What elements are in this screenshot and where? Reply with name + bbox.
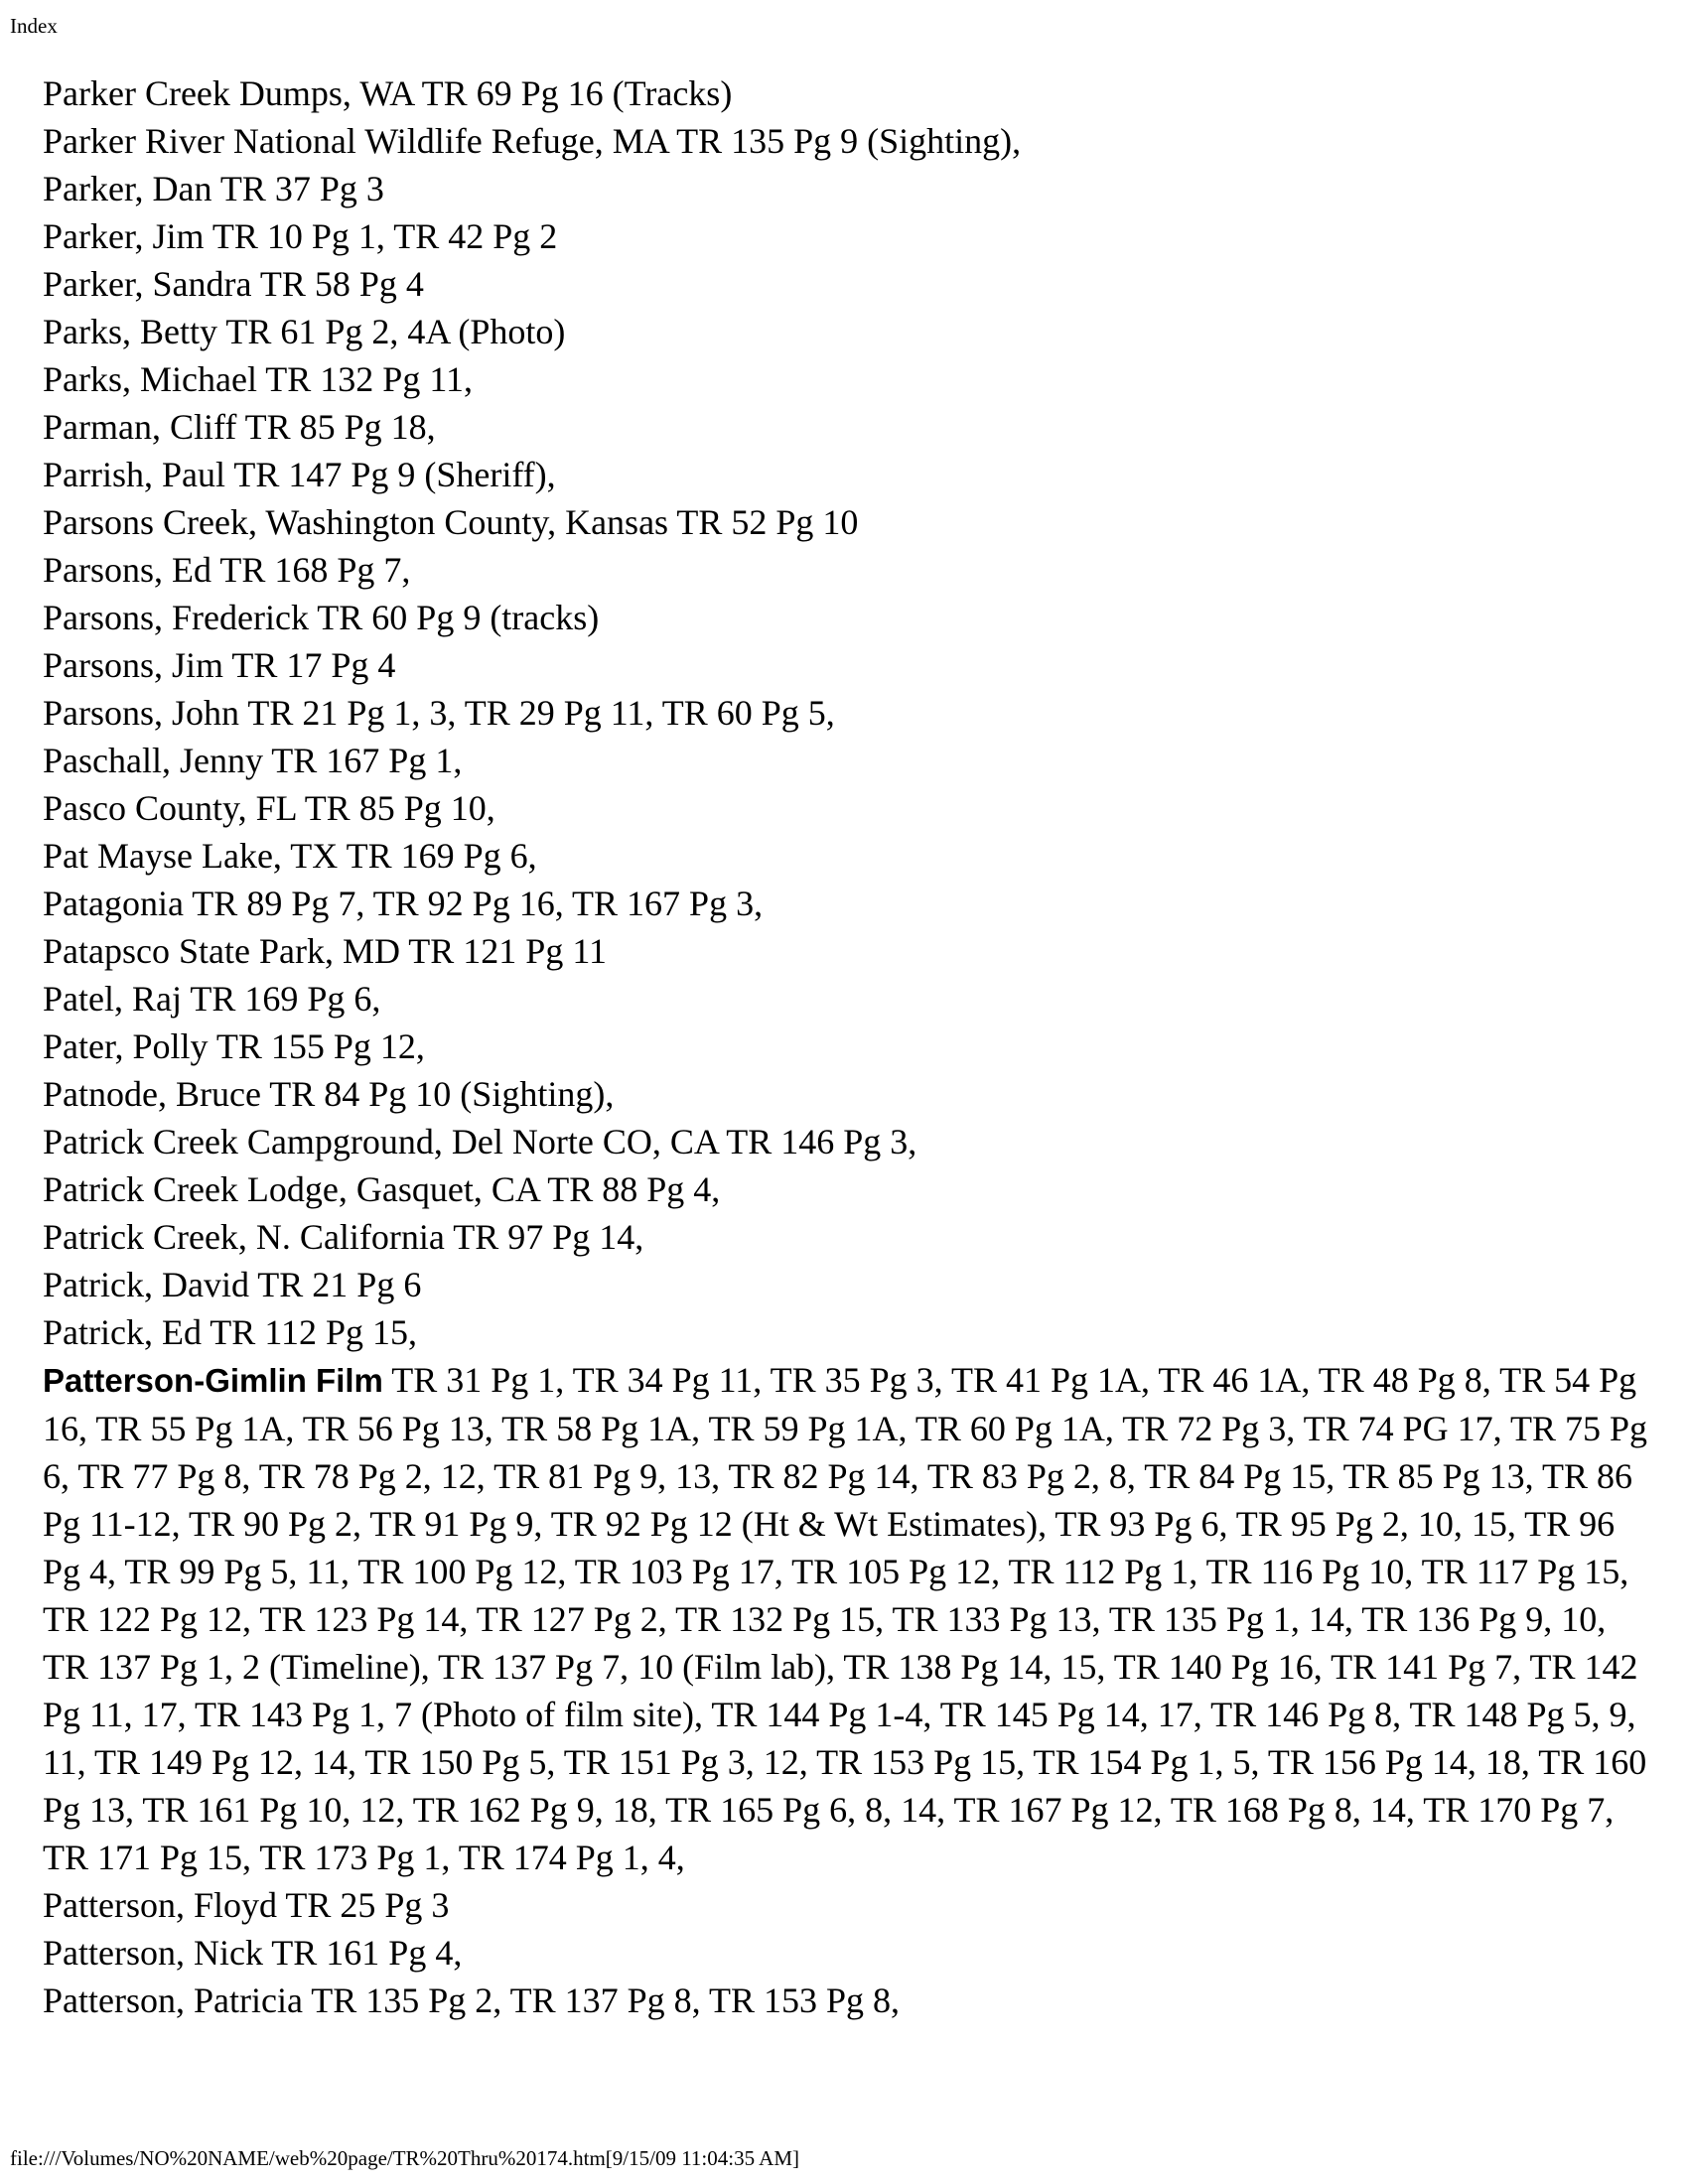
index-entry: Parker River National Wildlife Refuge, MA TR 135 Pg 9 (Sighting), <box>43 121 1022 161</box>
index-entry: Patrick, David TR 21 Pg 6 <box>43 1265 422 1304</box>
index-entry: Parsons Creek, Washington County, Kansas TR 52 Pg 10 <box>43 502 859 542</box>
index-entry: Parsons, Ed TR 168 Pg 7, <box>43 550 411 590</box>
index-entry: Patapsco State Park, MD TR 121 Pg 11 <box>43 931 607 971</box>
index-entry: Patterson, Nick TR 161 Pg 4, <box>43 1933 463 1973</box>
index-entry: Parsons, Jim TR 17 Pg 4 <box>43 645 396 685</box>
page-header-title: Index <box>10 14 58 38</box>
index-entry: Patterson, Patricia TR 135 Pg 2, TR 137 Pg 8, TR 153 Pg 8, <box>43 1980 901 2020</box>
index-entry: Parks, Michael TR 132 Pg 11, <box>43 359 473 399</box>
featured-entry-references: TR 31 Pg 1, TR 34 Pg 11, TR 35 Pg 3, TR 41 Pg 1A, TR 46 1A, TR 48 Pg 8, TR 54 Pg 16, TR 55 Pg 1A, TR 56 Pg 13, TR 58 Pg 1A, TR 59 Pg 1A, TR 60 Pg 1A, TR 72 Pg 3, TR 74 PG 17, TR 75 Pg 6, TR 77 Pg 8, TR 78 Pg 2, 12, TR 81 Pg 9, 13, TR 82 Pg 14, TR 83 Pg 2, 8, TR 84 Pg 15, TR 85 Pg 13, TR 86 Pg 11-12, TR 90 Pg 2, TR 91 Pg 9, TR 92 Pg 12 (Ht & Wt Estimates), TR 93 Pg 6, TR 95 Pg 2, 10, 15, TR 96 Pg 4, TR 99 Pg 5, 11, TR 100 Pg 12, TR 103 Pg 17, TR 105 Pg 12, TR 112 Pg 1, TR 116 Pg 10, TR 117 Pg 15, TR 122 Pg 12, TR 123 Pg 14, TR 127 Pg 2, TR 132 Pg 15, TR 133 Pg 13, TR 135 Pg 1, 14, TR 136 Pg 9, 10, TR 137 Pg 1, 2 (Timeline), TR 137 Pg 7, 10 (Film lab), TR 138 Pg 14, 15, TR 140 Pg 16, TR 141 Pg 7, TR 142 Pg 11, 17, TR 143 Pg 1, 7 (Photo of film site), TR 144 Pg 1-4, TR 145 Pg 14, 17, TR 146 Pg 8, TR 148 Pg 5, 9, 11, TR 149 Pg 12, 14, TR 150 Pg 5, TR 151 Pg 3, 12, TR 153 Pg 15, TR 154 Pg 1, 5, TR 156 Pg 14, 18, TR 160 Pg 13, TR 161 Pg 10, 12, TR 162 Pg 9, 18, TR 165 Pg 6, 8, 14, TR 167 Pg 12, TR 168 Pg 8, 14, TR 170 Pg 7, TR 171 Pg 15, TR 173 Pg 1, TR 174 Pg 1, 4, <box>43 1360 1647 1877</box>
index-entry: Parman, Cliff TR 85 Pg 18, <box>43 407 436 447</box>
index-entry: Patnode, Bruce TR 84 Pg 10 (Sighting), <box>43 1074 615 1114</box>
index-list <box>43 69 1651 2024</box>
index-entry: Patterson, Floyd TR 25 Pg 3 <box>43 1885 450 1925</box>
featured-entry-heading: Patterson-Gimlin Film <box>43 1362 383 1399</box>
index-entry: Patrick, Ed TR 112 Pg 15, <box>43 1312 417 1352</box>
index-entry: Patrick Creek, N. California TR 97 Pg 14, <box>43 1217 644 1257</box>
index-entry: Parks, Betty TR 61 Pg 2, 4A (Photo) <box>43 312 566 351</box>
index-entry: Pater, Polly TR 155 Pg 12, <box>43 1026 425 1066</box>
index-entry: Patrick Creek Campground, Del Norte CO, CA TR 146 Pg 3, <box>43 1122 917 1161</box>
index-entry: Parker Creek Dumps, WA TR 69 Pg 16 (Tracks) <box>43 73 733 113</box>
index-entry: Patagonia TR 89 Pg 7, TR 92 Pg 16, TR 167 Pg 3, <box>43 884 764 923</box>
index-entry: Parsons, Frederick TR 60 Pg 9 (tracks) <box>43 598 600 637</box>
index-entry: Parrish, Paul TR 147 Pg 9 (Sheriff), <box>43 455 556 494</box>
index-entry: Parsons, John TR 21 Pg 1, 3, TR 29 Pg 11, TR 60 Pg 5, <box>43 693 835 733</box>
index-entry: Parker, Jim TR 10 Pg 1, TR 42 Pg 2 <box>43 216 558 256</box>
index-entry: Patel, Raj TR 169 Pg 6, <box>43 979 381 1019</box>
index-entry: Parker, Sandra TR 58 Pg 4 <box>43 264 424 304</box>
index-entry: Pasco County, FL TR 85 Pg 10, <box>43 788 495 828</box>
index-entry: Pat Mayse Lake, TX TR 169 Pg 6, <box>43 836 537 876</box>
featured-index-entry <box>43 1356 1651 1881</box>
index-entry: Paschall, Jenny TR 167 Pg 1, <box>43 741 463 780</box>
page-footer-path: file:///Volumes/NO%20NAME/web%20page/TR%20Thru%20174.htm[9/15/09 11:04:35 AM] <box>10 2146 800 2170</box>
index-entry: Patrick Creek Lodge, Gasquet, CA TR 88 Pg 4, <box>43 1169 721 1209</box>
index-entry: Parker, Dan TR 37 Pg 3 <box>43 169 384 208</box>
